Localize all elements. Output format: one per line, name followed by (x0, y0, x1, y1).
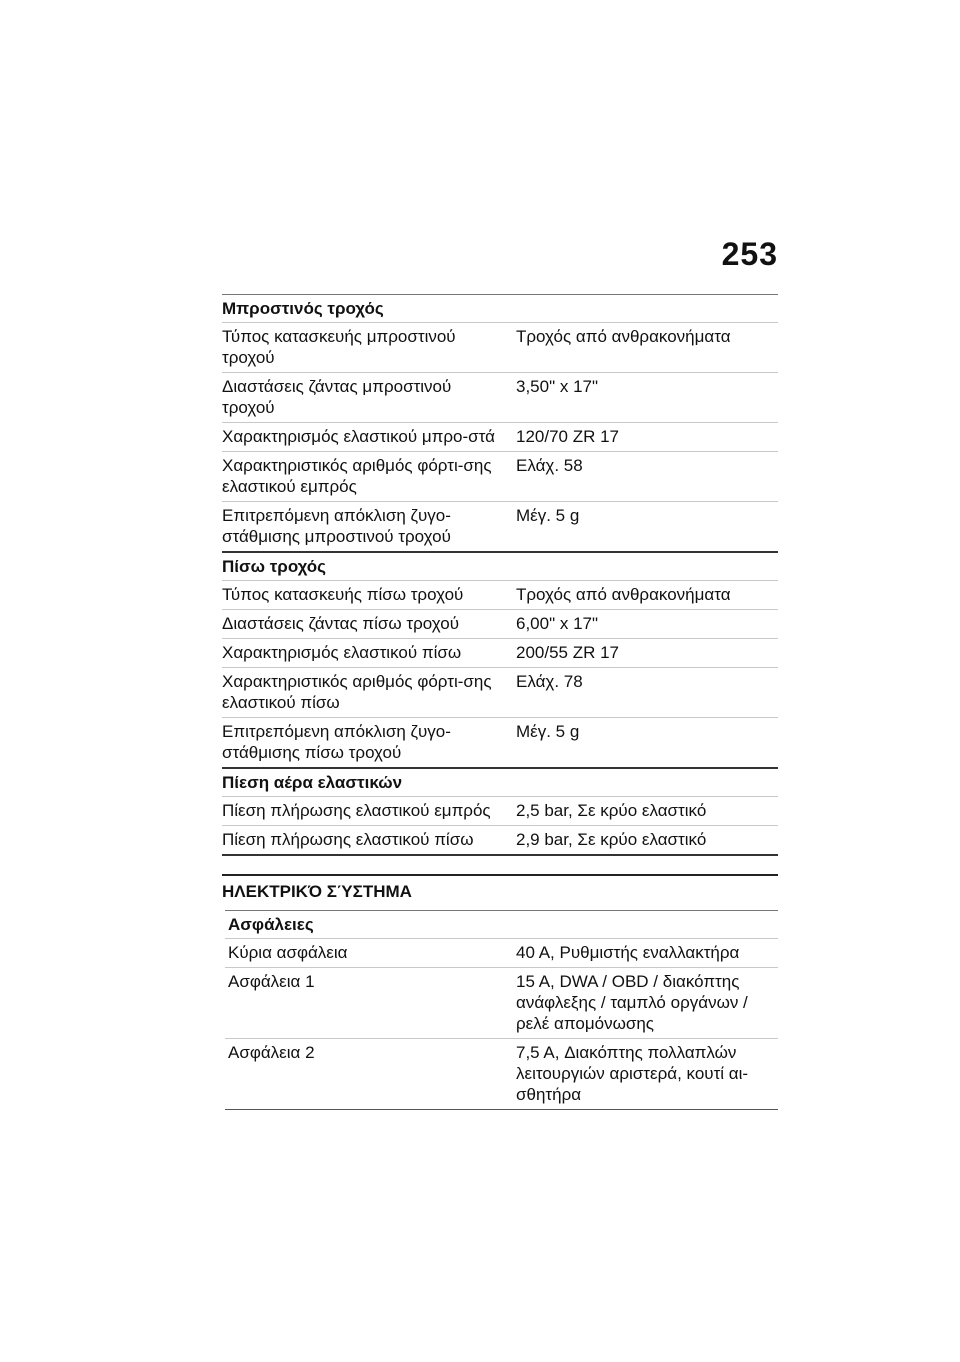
row-label: Πίεση πλήρωσης ελαστικού εμπρός (222, 797, 513, 826)
row-value: 3,50" x 17" (513, 373, 778, 423)
table-row (222, 639, 778, 668)
row-value: 7,5 A, Διακόπτης πολλαπλών λειτουργιών αριστερά, κουτί αι-σθητήρα (513, 1039, 778, 1110)
table-row (222, 452, 778, 502)
table-row (222, 373, 778, 423)
section-title: Πίεση αέρα ελαστικών (222, 768, 778, 797)
row-label: Διαστάσεις ζάντας πίσω τροχού (222, 610, 513, 639)
row-value: Τροχός από ανθρακονήματα (513, 581, 778, 610)
table-row (222, 718, 778, 769)
row-value: Τροχός από ανθρακονήματα (513, 323, 778, 373)
row-value: 2,9 bar, Σε κρύο ελαστικό (513, 826, 778, 856)
wheel-spec-table (222, 294, 778, 856)
table-row (222, 610, 778, 639)
row-label: Τύπος κατασκευής μπροστινού τροχού (222, 323, 513, 373)
row-label: Πίεση πλήρωσης ελαστικού πίσω (222, 826, 513, 856)
row-label: Κύρια ασφάλεια (225, 939, 513, 968)
table-row (222, 797, 778, 826)
row-value: 2,5 bar, Σε κρύο ελαστικό (513, 797, 778, 826)
row-label: Ασφάλεια 1 (225, 968, 513, 1039)
row-value: Μέγ. 5 g (513, 502, 778, 553)
chapter-title: ΗΛΕΚΤΡΙΚΌ ΣΎΣΤΗΜΑ (222, 874, 778, 910)
row-label: Χαρακτηρισμός ελαστικού πίσω (222, 639, 513, 668)
row-value: 15 A, DWA / OBD / διακόπτης ανάφλεξης / ταμπλό οργάνων / ρελέ απομόνωσης (513, 968, 778, 1039)
table-row (222, 323, 778, 373)
table-row (225, 968, 778, 1039)
table-row (225, 1039, 778, 1110)
row-label: Χαρακτηρισμός ελαστικού μπρο-στά (222, 423, 513, 452)
row-value: 200/55 ZR 17 (513, 639, 778, 668)
row-value: Ελάχ. 78 (513, 668, 778, 718)
section-header (222, 295, 778, 323)
page-number: 253 (721, 236, 778, 272)
row-value: 120/70 ZR 17 (513, 423, 778, 452)
fuse-spec-table (225, 910, 778, 1110)
spec-content (222, 294, 778, 1110)
row-value: Ελάχ. 58 (513, 452, 778, 502)
row-label: Επιτρεπόμενη απόκλιση ζυγο-στάθμισης μπροστινού τροχού (222, 502, 513, 553)
row-value: Μέγ. 5 g (513, 718, 778, 769)
row-label: Επιτρεπόμενη απόκλιση ζυγο-στάθμισης πίσω τροχού (222, 718, 513, 769)
section-header (222, 768, 778, 797)
row-label: Χαρακτηριστικός αριθμός φόρτι-σης ελαστικού πίσω (222, 668, 513, 718)
section-header (225, 911, 778, 939)
row-value: 6,00" x 17" (513, 610, 778, 639)
section-header (222, 552, 778, 581)
row-label: Διαστάσεις ζάντας μπροστινού τροχού (222, 373, 513, 423)
table-row (222, 668, 778, 718)
table-row (222, 423, 778, 452)
table-row (225, 939, 778, 968)
row-label: Χαρακτηριστικός αριθμός φόρτι-σης ελαστικού εμπρός (222, 452, 513, 502)
section-title: Ασφάλειες (225, 911, 778, 939)
row-value: 40 A, Ρυθμιστής εναλλακτήρα (513, 939, 778, 968)
table-row (222, 581, 778, 610)
row-label: Ασφάλεια 2 (225, 1039, 513, 1110)
table-row (222, 502, 778, 553)
table-row (222, 826, 778, 856)
section-title: Πίσω τροχός (222, 552, 778, 581)
row-label: Τύπος κατασκευής πίσω τροχού (222, 581, 513, 610)
section-title: Μπροστινός τροχός (222, 295, 778, 323)
